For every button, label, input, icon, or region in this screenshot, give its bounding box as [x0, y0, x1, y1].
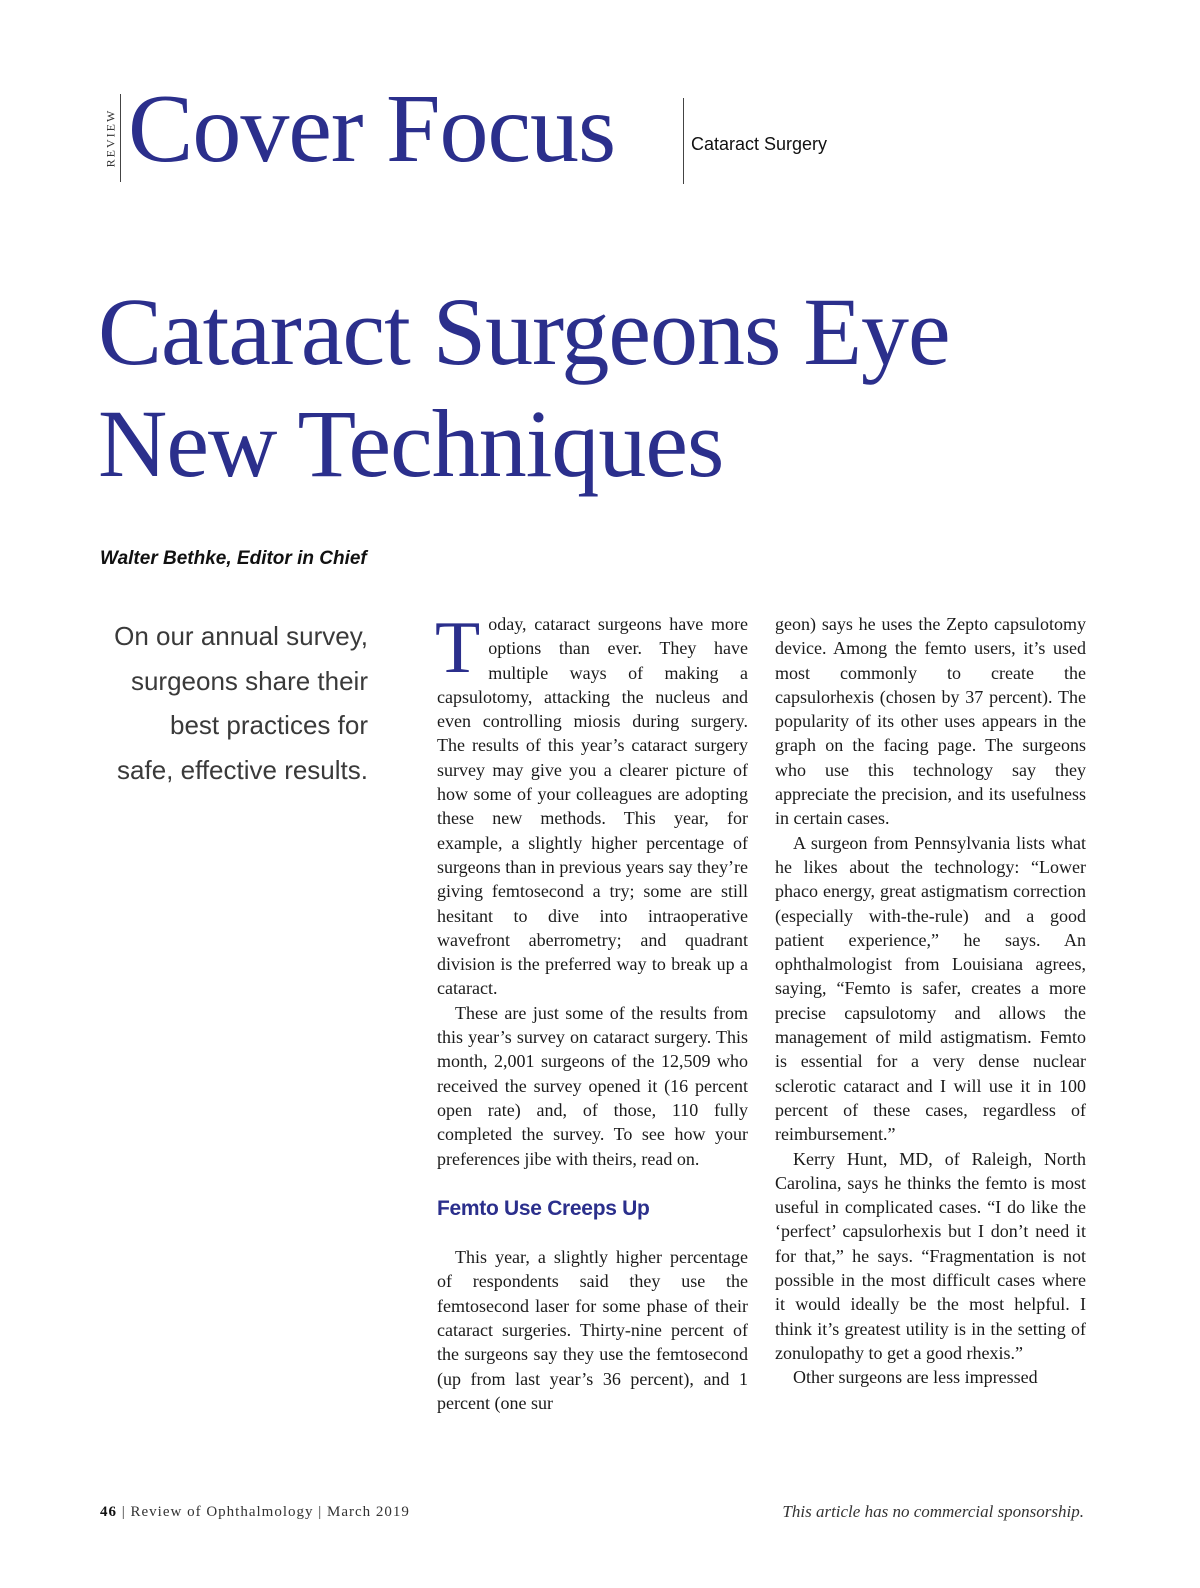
body-paragraph: Kerry Hunt, MD, of Raleigh, North Carolina, says he thinks the femto is most useful in complicated cases. “I do like the ‘perfect’ capsulorhexis but I don’t need it for that,” he says. “Fragmentation is not possible in the most difficult cases where it would ideally be the most helpful. I think it’s greatest utility is in the setting of zonulopathy to get a good rhexis.” [775, 1148, 1086, 1363]
subheading: Femto Use Creeps Up [437, 1196, 650, 1220]
body-paragraph: A surgeon from Pennsylvania lists what he likes about the technology: “Lower phaco energy, great astigmatism correction (especially with-the-rule) and a good patient experience,” he says. An ophthalmologist from Louisiana agrees, saying, “Femto is safer, creates a more precise capsulotomy and allows the management of mild astigmatism. Femto is essential for a very dense nuclear sclerotic cataract and I will use it in 100 percent of these cases, regardless of reimbursement.” [775, 832, 1086, 1145]
masthead [98, 75, 838, 186]
article-headline [98, 276, 1098, 500]
publication-name: Review of Ophthalmology [130, 1504, 314, 1520]
headline-line-2: New Techniques [98, 390, 724, 497]
drop-cap: T [435, 607, 481, 689]
pull-quote: On our annual survey, surgeons share their best practices for safe, effective results. [114, 621, 368, 785]
sponsorship-note: This article has no commercial sponsorship. [782, 1502, 1084, 1521]
review-vertical-label: REVIEW [103, 108, 118, 168]
masthead-rule-left [120, 94, 121, 182]
masthead-rule-right [683, 98, 684, 184]
issue-date: March 2019 [327, 1504, 410, 1520]
body-paragraph: geon) says he uses the Zepto capsulotomy device. Among the femto users, it’s used most commonly to create the capsulorhexis (chosen by 37 percent). The popularity of its other uses appears in the graph on the facing page. The surgeons who use this technology say they appreciate the precision, and its usefulness in certain cases. [775, 614, 1086, 829]
page-footer: 46 | Review of Ophthalmology | March 2019 [100, 1504, 410, 1520]
body-paragraph: Today, cataract surgeons have more options than ever. They have multiple ways of making a capsulotomy, attacking the nucleus and even controlling miosis during surgery. The results of this year’s cataract surgery survey may give you a clearer picture of how some of your colleagues are adopting these new methods. This year, for example, a slightly higher percentage of surgeons than in previous years say they’re giving femtosecond a try; some are still hesitant to dive into intraoperative wavefront aberrometry; and quadrant division is the preferred way to break up a cataract. [435, 607, 748, 999]
body-paragraph: Other surgeons are less impressed [793, 1367, 1038, 1388]
body-column-1 [435, 607, 748, 1415]
headline-line-1: Cataract Surgeons Eye [98, 278, 950, 385]
section-label: Cataract Surgery [691, 134, 828, 154]
section-title: Cover Focus [128, 75, 616, 183]
body-paragraph: These are just some of the results from this year’s survey on cataract surgery. This month, 2,001 surgeons of the 12,509 who received the survey opened it (16 percent open rate) and, of those, 110 fully completed the survey. To see how your preferences jibe with theirs, read on. [437, 1002, 748, 1169]
body-column-2 [775, 612, 1086, 1390]
page-number: 46 [100, 1504, 117, 1520]
body-paragraph: This year, a slightly higher percentage of respondents said they use the femtosecond laser for some phase of their cataract surgeries. Thirty-nine percent of the surgeons say they use the femtosecond (up from last year’s 36 percent), and 1 percent (one sur [437, 1247, 748, 1413]
byline: Walter Bethke, Editor in Chief [100, 548, 367, 569]
